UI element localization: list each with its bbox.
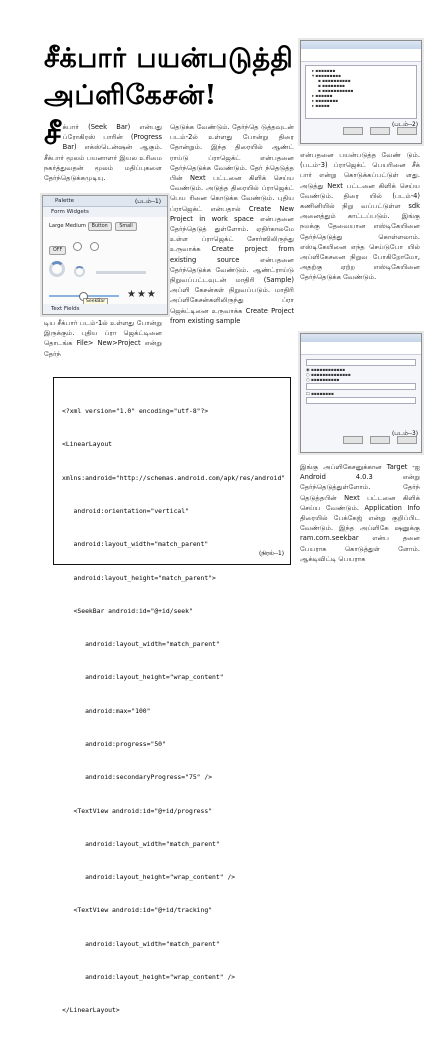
figure-1-palette-screenshot xyxy=(42,195,168,315)
text-size-label: Large Medium xyxy=(49,223,86,229)
code-listing-box xyxy=(53,377,291,1015)
dialog-titlebar xyxy=(301,41,421,49)
tree-item: ▪ ▪▪▪▪▪▪▪▪ xyxy=(318,83,345,88)
code-caption: (நிரல்--1) xyxy=(258,550,284,557)
button-widget: Button xyxy=(88,222,112,231)
code-line: <TextView android:id="@+id/progress" xyxy=(62,806,213,815)
code-line: <LinearLayout xyxy=(62,440,113,449)
code-line: android:layout_height="wrap_content" /> xyxy=(62,873,236,882)
dialog-header-area xyxy=(301,49,421,62)
location-field xyxy=(306,383,416,390)
working-set-field xyxy=(306,397,416,404)
tree-item: ▸ ▪▪▪▪▪▪▪ xyxy=(312,68,336,73)
column-1-intro xyxy=(44,117,162,183)
option-line: ☐ ▪▪▪▪▪▪▪▪ xyxy=(306,391,334,396)
figure-2-new-project-dialog xyxy=(300,40,422,144)
code-line: android:layout_height="wrap_content" /> xyxy=(62,972,236,981)
spinner-icon xyxy=(49,261,65,277)
next-button xyxy=(370,436,390,444)
code-line: android:layout_width="match_parent" xyxy=(62,540,209,549)
code-line: android:progress="50" xyxy=(62,740,166,748)
code-line: android:layout_width="match_parent" xyxy=(62,640,220,649)
option-line: ○ ▪▪▪▪▪▪▪▪▪▪ xyxy=(306,377,340,382)
tree-item: ▪ ▪▪▪▪▪▪▪▪▪▪ xyxy=(318,78,351,83)
palette-title: Palette xyxy=(55,198,75,204)
column-2-paragraph: தெடுக்க வேண்டும். தேர்ந்தெ டுத்தவுடன் படம்-2ல் உள்ளது போன்று திரை தோன்றும். இந்த திரையில் ஆண்ட் ராய்டு ப்ராஜெக்ட் என்பதனை தேர்ந்தெடுக்க வேண்டும். தேர் ந்தெடுத்த பின் Next பட்டனை கிளிக் செய்ய வேண்டும். அடுத்த திரையில் ப்ராஜெக்ட் பெய ரினை கொடுக்க வேண்டும். புதிய ப்ராஜெக்ட் என்பதால் Create New Project in work space என்பதனை தேர்ந்தெடுத் துள்ளோம். ஏதிர்காலமே உள்ள ப்ராஜெக்ட் சோர்ஸிலிருந்து உருவாக்க Create project from existing source என்பதனை தேர்ந்தெடுக்க வேண்டும். ஆண்ட்ராய்டு நிறுவப்பட்டவுடன் மாதிரி (Sample) அப்ளி கேசன்கள் நிறுவப்படும். மாதிரி அப்ளிகேசன்களிலிருந்து ப்ரா ஜெக்ட்டினை உருவாக்க Create Project from existing sample xyxy=(170,123,294,325)
drop-cap: சீ xyxy=(44,117,61,152)
option-line: ○ ▪▪▪▪▪▪▪▪▪▪▪▪▪▪ xyxy=(306,372,351,377)
dialog-header-area xyxy=(301,342,421,355)
rating-stars-icon: ★★★ xyxy=(127,289,157,300)
progress-bar-widget xyxy=(96,271,146,274)
seekbar-tooltip: SeekBar xyxy=(83,298,108,305)
title-line-2: அப்ளிகேசன்! xyxy=(44,80,217,111)
form-widgets-section xyxy=(43,207,167,217)
widget-row-1 xyxy=(43,217,167,231)
code-line: <TextView android:id="@+id/tracking" xyxy=(62,906,213,915)
project-name-field xyxy=(306,359,416,366)
code-line: <?xml version="1.0" encoding="utf-8"?> xyxy=(62,407,209,416)
code-line: <SeekBar android:id="@+id/seek" xyxy=(62,606,193,615)
column-3-top xyxy=(300,150,420,283)
figure-2-caption: (படம்--2) xyxy=(392,122,418,128)
intro-paragraph: க்பார் (Seek Bar) என்பது ப்ரோகிரஸ் பாரின் (Progress Bar) எக்ஸ்டென்ஷன் ஆகும். சீக்பார் மூலம் பயனாளர் இயல உரிமை நகர்த்துவதன் மூலம் மதிப்புகளை தேர்ந்தெடுக்கமுடியு. xyxy=(44,123,162,183)
code-line: android:layout_width="match_parent" xyxy=(62,839,220,848)
tree-item: ▸ ▪▪▪▪▪▪ xyxy=(312,93,333,98)
article-title xyxy=(44,40,304,114)
tree-item: ▸ ▪▪▪▪▪▪▪▪ xyxy=(312,98,339,103)
code-line: android:layout_height="match_parent"> xyxy=(62,573,216,582)
figure-3-caption: (படம்--3) xyxy=(392,431,418,437)
column-1-paragraph-2: டிய சீக்பார் படம்-1ல் உள்ளது போன்று இருக்கும். புதிய ப்ரா ஜெக்ட்டினை தொடங்க File> New>Project என்று தேர்ந் xyxy=(44,319,162,358)
column-3-paragraph-2: இங்கு அப்ளிகேசனுக்கான Target -ஐ Android 4.0.3 என்று தேர்ந்தெடுத்துள்ளோம். தேர்ந் தெடுத்தபின் Next பட்டனை கிளிக் செய்ய வேண்டும். Application Info திரையில் பேக்கேஜ் என்று குறிப்பிட வேண்டும். இந்த அப்ளிகே ஷனுக்கு ram.com.seekbar என்ப தனை பேயராக கொடுத்துள் ளோம். ஆக்டிவிட்டி பெயராக xyxy=(300,463,420,563)
code-line: android:secondaryProgress="75" /> xyxy=(62,773,213,782)
tree-item: ▸ ▪▪▪▪▪ xyxy=(312,103,330,108)
option-line: ◉ ▪▪▪▪▪▪▪▪▪▪▪▪ xyxy=(306,367,346,372)
small-spinner-icon xyxy=(74,266,85,277)
title-line-1: சீக்பார் பயன்படுத்தி xyxy=(44,43,294,74)
code-line: android:layout_width="match_parent" xyxy=(62,939,220,948)
text-fields-label: Text Fields xyxy=(51,306,80,312)
column-2 xyxy=(170,122,294,326)
widget-row-2 xyxy=(43,231,167,255)
code-line: android:max="100" xyxy=(62,706,151,715)
progress-widgets-row xyxy=(43,255,167,281)
text-fields-section xyxy=(43,304,167,314)
column-3-paragraph-1: என்பதனை பயன்படுத்த வேண் டும்.(படம்-3) ப்ராஜெக்ட் பெயரினை சீக் பார் என்று கொடுக்கப்பட்டுள் ளது. அடுத்து Next பட்டனை கிளிக் செய்ய வேண்டும். திரை யில் (படம்-4) கணினியில் நிறு வப்பட்டுள்ள sdk அனைத்தும் காட்டப்படும். இங்கு நமக்கு தேவையான எஸ்டிகேயினை தேர்ந்தெடுத்து கொள்ளலாம். எஸ்டிகேயினை எந்த செய்டுபோ யில் அப்ளிகேசனை நிறுவ போகிறோமோ, அதற்கு ஏற்ற எஸ்டிகேயினை தேர்ந்தெடுக்க வேண்டும். xyxy=(300,151,420,282)
next-button xyxy=(370,127,390,135)
back-button xyxy=(343,127,363,135)
column-3-bottom xyxy=(300,462,420,564)
code-line: xmlns:android="http://schemas.android.com/apk/res/android" xyxy=(62,473,286,482)
checkbox-widget xyxy=(73,242,82,251)
code-line: </LinearLayout> xyxy=(62,1006,120,1015)
form-widgets-label: Form Widgets xyxy=(51,209,89,215)
toggle-off-widget: OFF xyxy=(49,246,66,255)
tree-item: ▪ ▪▪▪▪▪▪▪▪▪▪▪ xyxy=(318,88,354,93)
wizard-tree-list xyxy=(305,65,417,119)
code-line: android:layout_height="wrap_content" xyxy=(62,673,224,682)
figure-3-project-name-dialog xyxy=(300,333,422,453)
figure-1-caption: (படம்--1) xyxy=(135,199,161,205)
code-line: android:orientation="vertical" xyxy=(62,507,189,516)
back-button xyxy=(343,436,363,444)
small-widget: Small xyxy=(115,222,136,231)
radio-widget xyxy=(90,242,99,251)
dialog-titlebar xyxy=(301,334,421,342)
dialog-form xyxy=(301,355,421,408)
tree-item: ▾ ▪▪▪▪▪▪▪▪▪ xyxy=(312,73,341,78)
column-1-after-figure xyxy=(44,318,162,359)
